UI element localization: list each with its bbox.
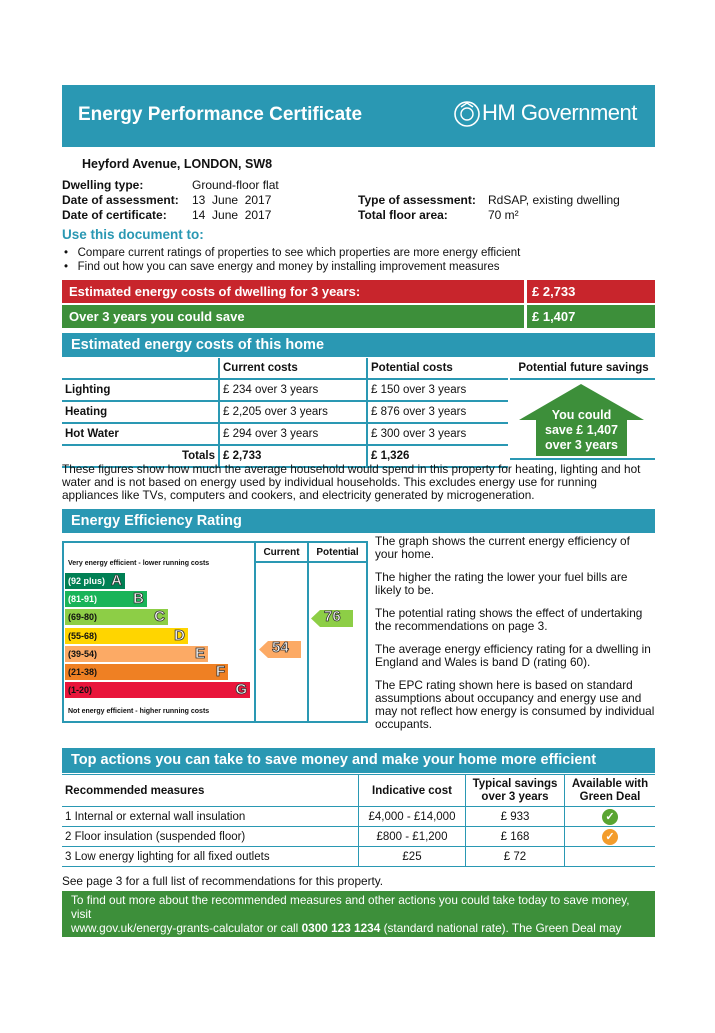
assessment-date-label: Date of assessment:: [62, 193, 179, 207]
future-savings-divider: [510, 378, 655, 380]
table-row: 2 Floor insulation (suspended floor) £800 - £1,200 £ 168 ✓: [62, 827, 655, 847]
use-document-list: [64, 246, 520, 274]
assessment-type-label: Type of assessment:: [358, 193, 476, 207]
rating-band-g: [65, 682, 250, 698]
dwelling-type-label: Dwelling type:: [62, 178, 144, 192]
col-recommended-measures: Recommended measures: [62, 775, 359, 807]
rating-header-line: [256, 561, 366, 563]
certificate-date: 14 June 2017: [192, 208, 272, 222]
savings-house-line3: over 3 years: [545, 438, 618, 452]
rating-paragraph: The graph shows the current energy efficiency of your home.: [375, 534, 630, 561]
band-letter: D: [174, 626, 185, 644]
future-savings-bottom: [510, 458, 655, 460]
band-range: (39-54): [68, 648, 98, 659]
rating-col-divider-1: [254, 543, 256, 721]
current-rating-value: 54: [272, 639, 289, 656]
band-letter: A: [111, 572, 122, 589]
potential-rating-arrow: [311, 610, 353, 627]
savings-value-box: [527, 305, 655, 328]
footer-green-box: [62, 891, 655, 963]
savings-house-line1: You could: [551, 408, 612, 422]
savings-value: £ 1,407: [532, 309, 576, 324]
crest-icon: [452, 99, 482, 129]
costs-section-title: Estimated energy costs of this home: [71, 337, 325, 353]
band-letter: C: [154, 608, 165, 626]
hm-government-logo: HM Government: [482, 100, 637, 125]
estimated-cost-bar: [62, 280, 524, 303]
rating-paragraph: The average energy efficiency rating for a dwelling in England and Wales is band D (rating 60).: [375, 642, 651, 669]
certificate-header: [62, 85, 655, 147]
estimated-cost-label: Estimated energy costs of dwelling for 3 years:: [69, 284, 361, 299]
rating-band-f: [65, 664, 228, 680]
rating-band-a: [65, 573, 125, 589]
check-icon: ✓: [602, 829, 618, 845]
band-range: (21-38): [68, 667, 98, 677]
savings-house-line2: save £ 1,407: [545, 423, 618, 437]
check-icon: ✓: [602, 809, 618, 825]
assessment-type: RdSAP, existing dwelling: [488, 193, 620, 207]
band-letter: G: [235, 681, 247, 699]
band-range: (81-91): [68, 594, 98, 605]
actions-section-header: [62, 748, 655, 773]
band-letter: F: [215, 663, 225, 680]
band-letter: B: [133, 590, 144, 608]
col-potential-costs: Potential costs: [367, 358, 508, 379]
estimated-cost-value: £ 2,733: [532, 284, 576, 299]
col-typical-savings: Typical savings over 3 years: [466, 775, 565, 807]
savings-house-icon: [519, 384, 644, 456]
col-future-savings: Potential future savings: [518, 362, 649, 374]
footer-line: www.gov.uk/energy-grants-calculator or call 0300 123 1234 (standard national rate). The Green Deal may enable you to: [71, 921, 622, 949]
col-current-costs: Current costs: [219, 358, 367, 379]
totals-row: Totals £ 2,733 £ 1,326: [62, 445, 508, 467]
recommendations-table: [62, 774, 655, 867]
rating-bottom-label: Not energy efficient - higher running costs: [68, 708, 210, 715]
band-range: (69-80): [68, 612, 98, 623]
rating-explanation: [375, 535, 655, 741]
table-row: Heating £ 2,205 over 3 years £ 876 over 3 years: [62, 401, 508, 423]
table-row: Hot Water £ 294 over 3 years £ 300 over 3 years: [62, 423, 508, 445]
rating-top-label: Very energy efficient - lower running costs: [68, 560, 210, 567]
actions-section-title: Top actions you can take to save money and make your home more efficient: [71, 752, 597, 768]
rating-band-b: [65, 591, 147, 607]
certificate-date-label: Date of certificate:: [62, 208, 167, 222]
band-letter: E: [194, 644, 205, 662]
property-address: Heyford Avenue, LONDON, SW8: [82, 157, 273, 171]
estimated-cost-value-box: [527, 280, 655, 303]
assessment-date: 13 June 2017: [192, 193, 272, 207]
dwelling-type: Ground-floor flat: [192, 178, 279, 192]
costs-section-header: [62, 333, 655, 357]
table-row: Lighting £ 234 over 3 years £ 150 over 3 years: [62, 379, 508, 401]
rating-band-e: [65, 646, 208, 662]
floor-area-label: Total floor area:: [358, 208, 448, 222]
col-green-deal: Available with Green Deal: [565, 775, 656, 807]
table-row: 3 Low energy lighting for all fixed outlets £25 £ 72: [62, 847, 655, 867]
footer-line: To find out more about the recommended measures and other actions you could take today to save money, visit: [71, 893, 630, 921]
current-rating-arrow: [259, 641, 301, 658]
rating-col-potential: Potential: [316, 547, 359, 558]
band-range: (92 plus): [68, 576, 106, 586]
rating-band-c: [65, 609, 168, 625]
rating-paragraph: The potential rating shows the effect of undertaking the recommendations on page 3.: [375, 606, 643, 633]
details-right: [358, 193, 620, 223]
rating-paragraph: The higher the rating the lower your fuel bills are likely to be.: [375, 570, 628, 597]
floor-area: 70 m²: [488, 208, 519, 222]
list-item: • Find out how you can save energy and money by installing improvement measures: [64, 261, 500, 273]
certificate-title: Energy Performance Certificate: [78, 104, 363, 125]
costs-table: [62, 358, 508, 468]
footer-line: make your home warmer and cheaper to run.: [71, 949, 308, 963]
see-page-note: See page 3 for a full list of recommendations for this property.: [62, 874, 384, 888]
savings-bar: [62, 305, 524, 328]
rating-band-d: [65, 628, 188, 644]
list-item: • Compare current ratings of properties to see which properties are more energy efficient: [64, 247, 521, 259]
band-range: (1-20): [68, 685, 93, 696]
rating-section-header: [62, 509, 655, 533]
table-row: 1 Internal or external wall insulation £4,000 - £14,000 £ 933 ✓: [62, 807, 655, 827]
band-range: (55-68): [68, 630, 98, 641]
costs-note: These figures show how much the average household would spend in this property for heating, lighting and hot water and is not based on energy used by individual households. This excludes energy use for running appliances like TVs, computers and cookers, and electricity generated by microgeneration.: [62, 462, 641, 502]
rating-section-title: Energy Efficiency Rating: [71, 513, 242, 529]
rating-paragraph: The EPC rating shown here is based on standard assumptions about occupancy and energy use and may not reflect how energy is consumed by individual occupants.: [375, 678, 655, 731]
rating-col-current: Current: [263, 547, 300, 558]
use-document-heading: Use this document to:: [62, 227, 204, 242]
potential-rating-value: 76: [324, 608, 341, 625]
savings-label: Over 3 years you could save: [69, 309, 245, 324]
col-indicative-cost: Indicative cost: [359, 775, 466, 807]
details-left: [62, 178, 279, 223]
rating-col-divider-2: [307, 543, 309, 721]
